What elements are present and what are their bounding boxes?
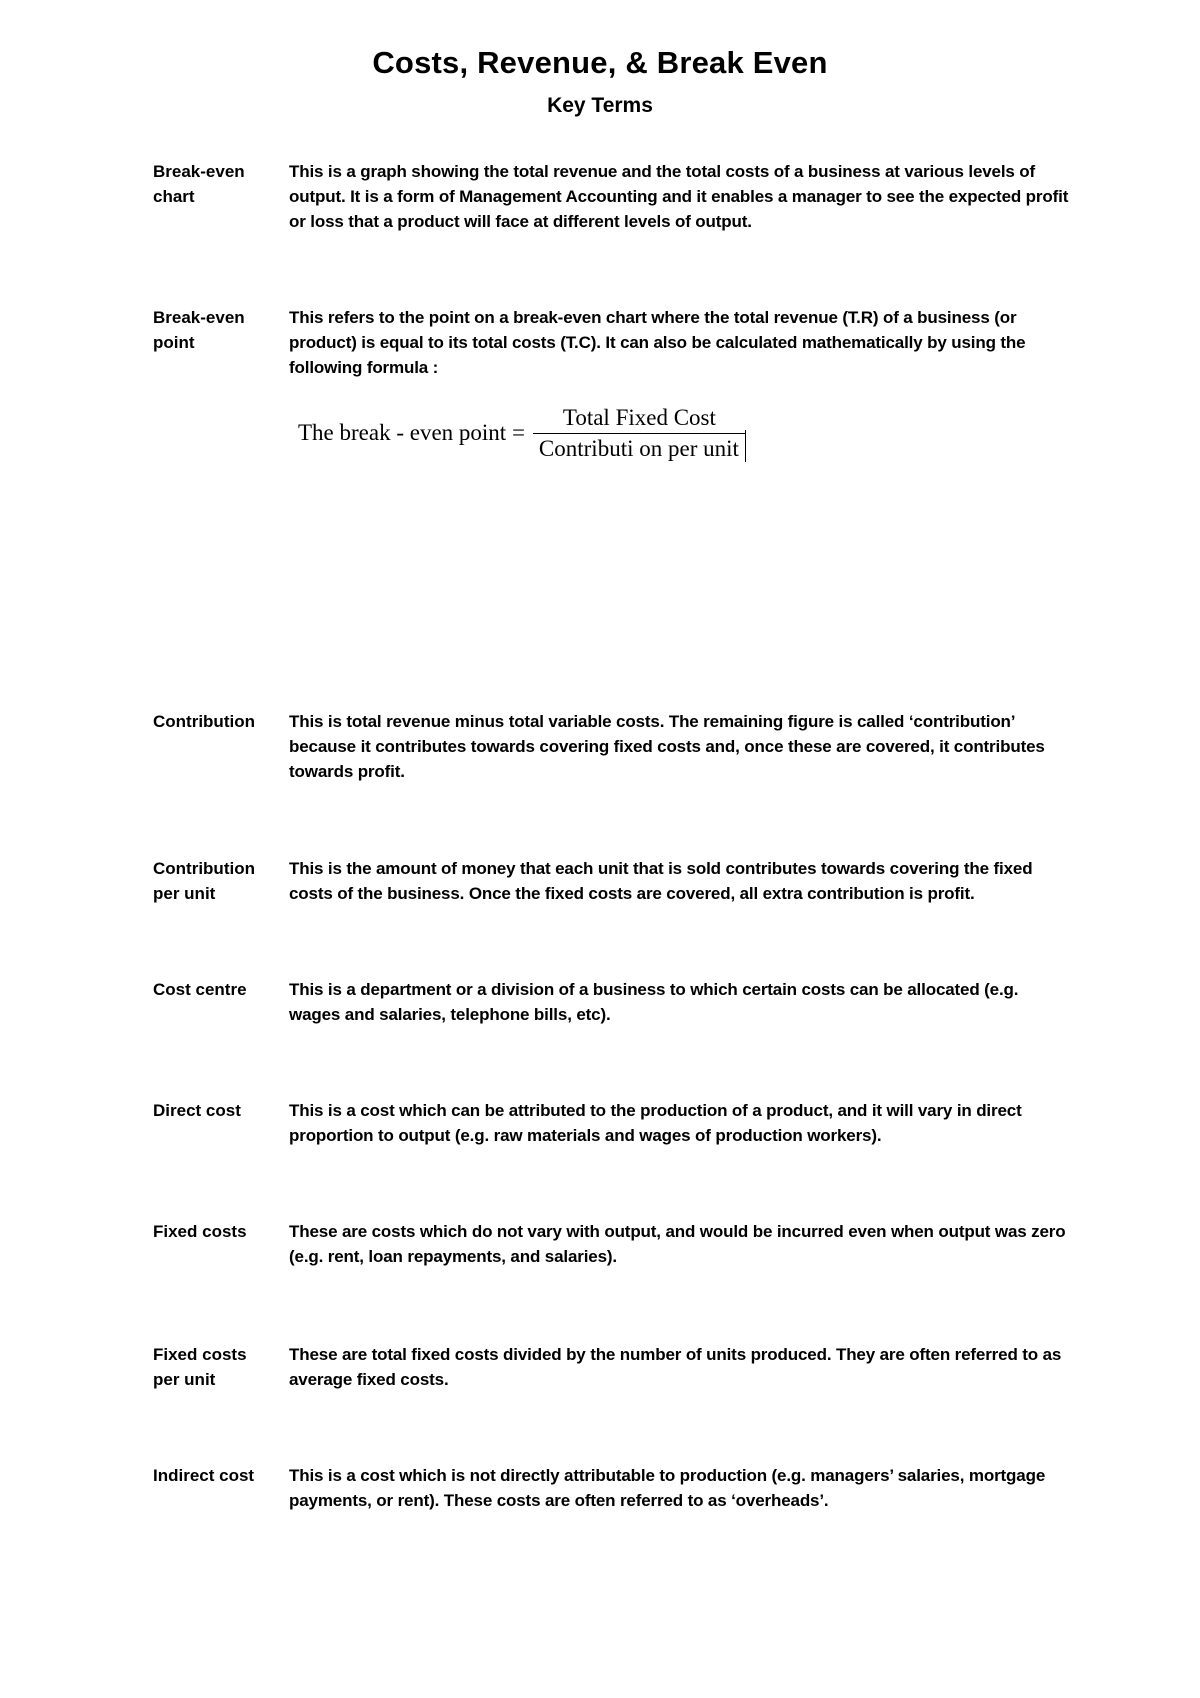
text-cursor-mark: [745, 430, 746, 462]
term-contribution-per-unit: [153, 856, 283, 906]
term-line: Contribution: [153, 859, 255, 878]
term-line: Fixed costs: [153, 1345, 247, 1364]
term-line: Fixed costs: [153, 1222, 247, 1241]
term-indirect-cost: [153, 1463, 283, 1488]
term-line: Break-even: [153, 308, 245, 327]
definition-break-even-point: This refers to the point on a break-even chart where the total revenue (T.R) of a business (or product) is equal to its total costs (T.C). It can also be calculated mathematically by using the following formula :: [289, 308, 1026, 377]
definition-fixed-costs-per-unit: These are total fixed costs divided by the number of units produced. They are often referred to as average fixed costs.: [289, 1345, 1062, 1389]
term-line: Cost centre: [153, 980, 247, 999]
term-break-even-point: [153, 305, 283, 355]
term-contribution: [153, 709, 283, 734]
term-fixed-costs-per-unit: [153, 1342, 283, 1392]
term-fixed-costs: [153, 1219, 283, 1244]
term-line: Break-even: [153, 162, 245, 181]
definition-contribution-per-unit: This is the amount of money that each unit that is sold contributes towards covering the fixed costs of the business. Once the fixed costs are covered, all extra contribution is profit.: [289, 859, 1033, 903]
formula-lhs: The break - even point =: [298, 420, 525, 445]
formula-fraction: [533, 405, 746, 462]
term-line: chart: [153, 187, 195, 206]
formula-denominator-row: [533, 434, 746, 462]
term-line: per unit: [153, 1370, 216, 1389]
page-title: Costs, Revenue, & Break Even: [372, 45, 828, 80]
definition-contribution: This is total revenue minus total variable costs. The remaining figure is called ‘contribution’ because it contributes towards covering fixed costs and, once these are covered, it contributes towards profit.: [289, 712, 1045, 781]
term-direct-cost: [153, 1098, 283, 1123]
term-line: Indirect cost: [153, 1466, 255, 1485]
formula-denominator: Contributi on per unit: [538, 435, 739, 461]
definition-indirect-cost: This is a cost which is not directly attributable to production (e.g. managers’ salaries, mortgage payments, or rent). These costs are often referred to as ‘overheads’.: [289, 1466, 1046, 1510]
definition-cost-centre: This is a department or a division of a business to which certain costs can be allocated (e.g. wages and salaries, telephone bills, etc).: [289, 980, 1019, 1024]
term-cost-centre: [153, 977, 283, 1002]
term-line: Direct cost: [153, 1101, 241, 1120]
term-line: Contribution: [153, 712, 255, 731]
definition-fixed-costs: These are costs which do not vary with output, and would be incurred even when output was zero (e.g. rent, loan repayments, and salaries).: [289, 1222, 1066, 1266]
term-break-even-chart: [153, 159, 283, 209]
term-line: per unit: [153, 884, 216, 903]
formula-numerator: Total Fixed Cost: [562, 404, 716, 430]
page-subtitle: Key Terms: [547, 94, 653, 117]
definition-direct-cost: This is a cost which can be attributed to the production of a product, and it will vary in direct proportion to output (e.g. raw materials and wages of production workers).: [289, 1101, 1022, 1145]
definition-break-even-chart: This is a graph showing the total revenue and the total costs of a business at various levels of output. It is a form of Management Accounting and it enables a manager to see the expected profit or loss that a product will face at different levels of output.: [289, 162, 1069, 231]
term-line: point: [153, 333, 195, 352]
break-even-formula: [298, 403, 746, 463]
